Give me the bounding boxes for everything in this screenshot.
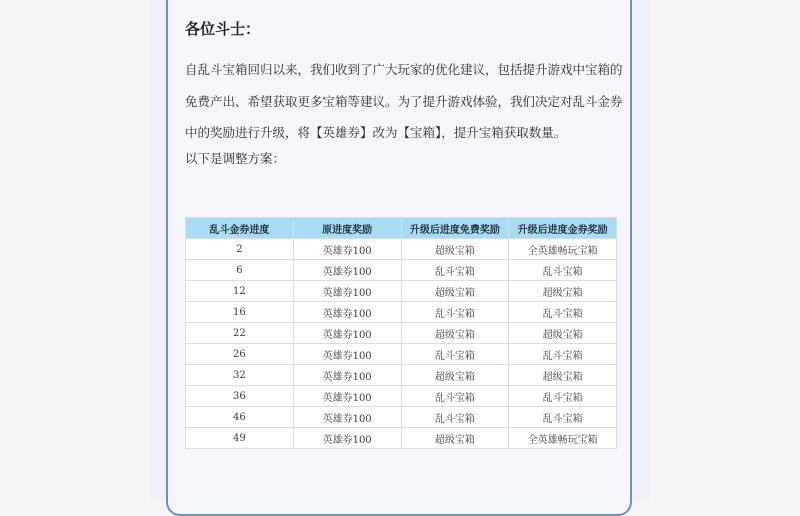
cell-free-reward: 超级宝箱 <box>401 323 509 344</box>
table-row <box>186 428 617 449</box>
cell-free-reward: 乱斗宝箱 <box>401 302 509 323</box>
greeting-heading: 各位斗士： <box>185 20 261 38</box>
cell-gold-reward: 全英雄畅玩宝箱 <box>509 239 617 260</box>
cell-gold-reward: 全英雄畅玩宝箱 <box>509 428 617 449</box>
cell-progress: 46 <box>186 407 294 428</box>
cell-progress: 26 <box>186 344 294 365</box>
cell-progress: 49 <box>186 428 294 449</box>
cell-original-reward: 英雄券100 <box>293 428 401 449</box>
header-upgraded-gold-reward: 升级后进度金券奖励 <box>509 218 617 239</box>
cell-original-reward: 英雄券100 <box>293 323 401 344</box>
cell-free-reward: 超级宝箱 <box>401 281 509 302</box>
table-row <box>186 239 617 260</box>
cell-original-reward: 英雄券100 <box>293 386 401 407</box>
table-row <box>186 407 617 428</box>
cell-original-reward: 英雄券100 <box>293 344 401 365</box>
table-row <box>186 281 617 302</box>
cell-progress: 32 <box>186 365 294 386</box>
cell-free-reward: 超级宝箱 <box>401 428 509 449</box>
cell-free-reward: 乱斗宝箱 <box>401 386 509 407</box>
cell-free-reward: 乱斗宝箱 <box>401 344 509 365</box>
table-row <box>186 323 617 344</box>
announcement-paragraph: 自乱斗宝箱回归以来，我们收到了广大玩家的优化建议，包括提升游戏中宝箱的免费产出、希望获取更多宝箱等建议。为了提升游戏体验，我们决定对乱斗金券中的奖励进行升级，将【英雄券】改为【宝箱】，提升宝箱获取数量。 <box>185 62 623 140</box>
table-row <box>186 260 617 281</box>
table-row <box>186 386 617 407</box>
cell-original-reward: 英雄券100 <box>293 365 401 386</box>
cell-free-reward: 超级宝箱 <box>401 239 509 260</box>
cell-gold-reward: 乱斗宝箱 <box>509 407 617 428</box>
header-progress: 乱斗金券进度 <box>186 218 294 239</box>
cell-progress: 36 <box>186 386 294 407</box>
cell-free-reward: 超级宝箱 <box>401 365 509 386</box>
cell-original-reward: 英雄券100 <box>293 260 401 281</box>
cell-free-reward: 乱斗宝箱 <box>401 260 509 281</box>
table-row <box>186 344 617 365</box>
cell-progress: 12 <box>186 281 294 302</box>
cell-gold-reward: 超级宝箱 <box>509 323 617 344</box>
header-original-reward: 原进度奖励 <box>293 218 401 239</box>
plan-intro: 以下是调整方案： <box>185 151 286 166</box>
cell-gold-reward: 乱斗宝箱 <box>509 302 617 323</box>
cell-progress: 22 <box>186 323 294 344</box>
table-row <box>186 365 617 386</box>
cell-original-reward: 英雄券100 <box>293 281 401 302</box>
header-upgraded-free-reward: 升级后进度免费奖励 <box>401 218 509 239</box>
cell-gold-reward: 超级宝箱 <box>509 281 617 302</box>
cell-original-reward: 英雄券100 <box>293 407 401 428</box>
cell-progress: 16 <box>186 302 294 323</box>
table-header-row <box>186 218 617 239</box>
cell-gold-reward: 乱斗宝箱 <box>509 260 617 281</box>
cell-gold-reward: 乱斗宝箱 <box>509 386 617 407</box>
cell-progress: 2 <box>186 239 294 260</box>
table-row <box>186 302 617 323</box>
cell-progress: 6 <box>186 260 294 281</box>
cell-gold-reward: 乱斗宝箱 <box>509 344 617 365</box>
reward-table <box>185 217 617 449</box>
cell-gold-reward: 超级宝箱 <box>509 365 617 386</box>
cell-original-reward: 英雄券100 <box>293 239 401 260</box>
cell-original-reward: 英雄券100 <box>293 302 401 323</box>
announcement-card <box>166 0 632 516</box>
cell-free-reward: 乱斗宝箱 <box>401 407 509 428</box>
